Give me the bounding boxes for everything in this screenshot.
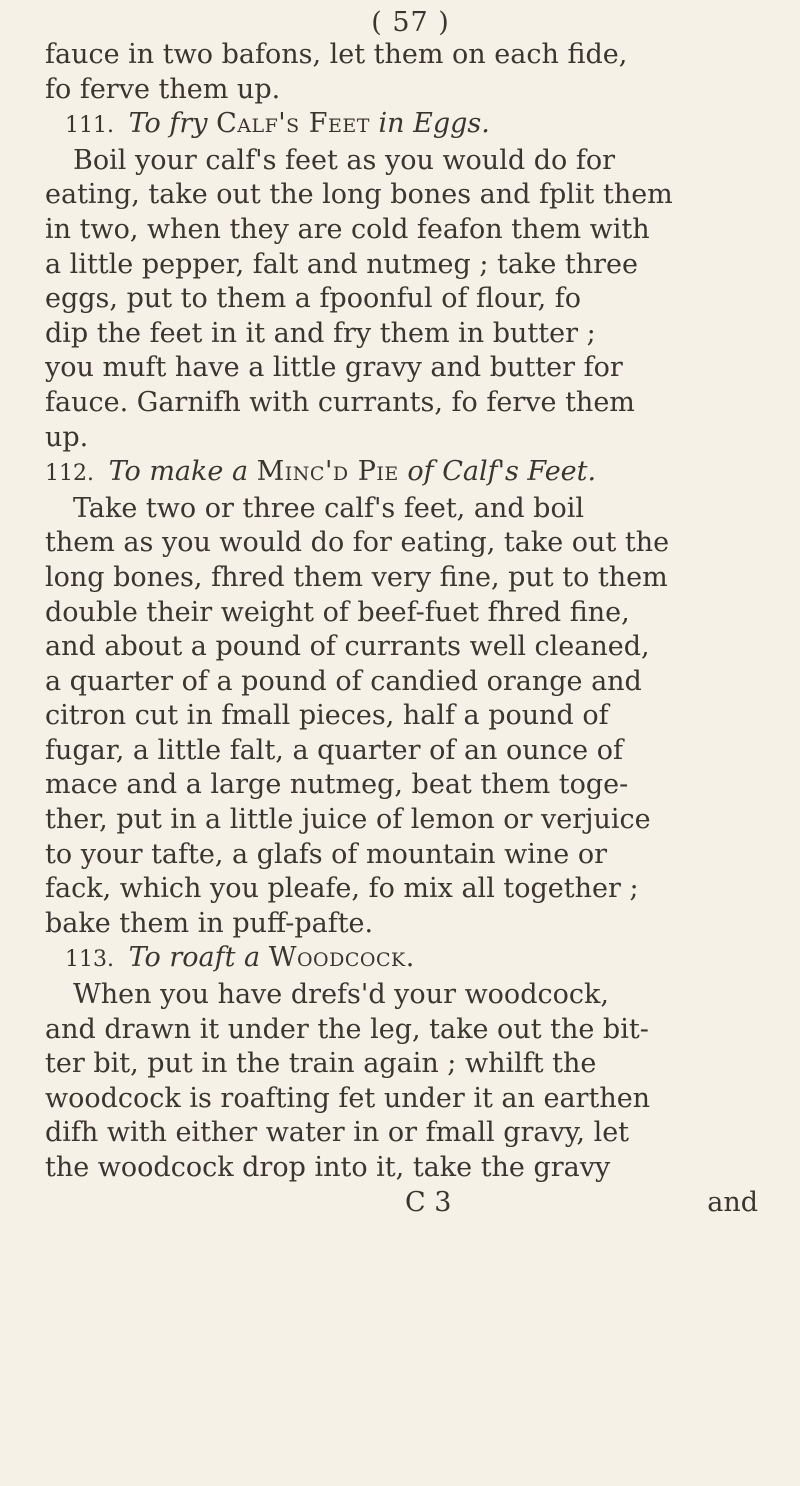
text-line: fugar, a little falt, a quarter of an ounce of: [45, 734, 623, 766]
signature-mark: C 3: [405, 1186, 452, 1218]
heading-italic: To roaft a: [128, 942, 261, 974]
text-line: fo ferve them up.: [45, 73, 281, 105]
catchword: and: [707, 1186, 758, 1218]
heading-italic: of Calf's Feet.: [407, 456, 597, 488]
heading-caps: Woodcock.: [268, 942, 415, 974]
text-line: eggs, put to them a fpoonful of flour, fo: [45, 283, 582, 315]
text-line: you muft have a little gravy and butter for: [45, 352, 623, 384]
recipe-number: 112.: [45, 461, 94, 487]
text-line: Take two or three calf's feet, and boil: [73, 492, 584, 524]
text-line: fauce in two bafons, let them on each fide,: [45, 39, 628, 70]
recipe-111: [45, 107, 776, 455]
text-line: mace and a large nutmeg, beat them toge-: [45, 769, 629, 801]
text-line: woodcock is roafting fet under it an earthen: [45, 1082, 651, 1114]
recipe-113: [45, 941, 776, 1185]
text-line: eating, take out the long bones and fplit them: [45, 179, 673, 211]
recipe-number: 113.: [65, 947, 114, 973]
recipe-heading: [45, 107, 776, 144]
text-line: a little pepper, falt and nutmeg ; take three: [45, 248, 638, 280]
heading-italic: in: [378, 108, 405, 140]
heading-italic: To fry: [128, 108, 208, 140]
text-line: double their weight of beef-fuet fhred fine,: [45, 596, 630, 628]
text-line: fauce. Garnifh with currants, fo ferve them: [45, 386, 635, 418]
intro-text: [45, 38, 776, 107]
text-line: When you have drefs'd your woodcock,: [73, 979, 609, 1011]
page-number: ( 57 ): [371, 7, 450, 38]
text-line: citron cut in fmall pieces, half a pound of: [45, 700, 609, 732]
text-line: long bones, fhred them very fine, put to them: [45, 561, 668, 593]
recipe-number: 111.: [65, 113, 114, 139]
recipe-heading: [45, 941, 776, 978]
text-line: the woodcock drop into it, take the gravy: [45, 1152, 611, 1183]
text-line: ter bit, put in the train again ; whilft the: [45, 1048, 597, 1080]
text-line: a quarter of a pound of candied orange and: [45, 665, 642, 697]
text-line: ther, put in a little juice of lemon or verjuice: [45, 804, 651, 836]
text-line: them as you would do for eating, take out the: [45, 527, 670, 559]
recipe-heading: [45, 455, 776, 492]
heading-italic: To make a: [108, 456, 249, 488]
text-line: Boil your calf's feet as you would do for: [73, 144, 615, 176]
text-line: fack, which you pleafe, fo mix all together ;: [45, 873, 639, 905]
heading-italic: Eggs.: [413, 108, 490, 140]
text-line: difh with either water in or fmall gravy, let: [45, 1117, 630, 1149]
text-line: bake them in puff-pafte.: [45, 907, 374, 939]
text-line: in two, when they are cold feafon them with: [45, 213, 650, 245]
text-line: and about a pound of currants well cleaned,: [45, 631, 650, 663]
text-line: dip the feet in it and fry them in butter ;: [45, 317, 596, 349]
text-line: to your tafte, a glafs of mountain wine or: [45, 838, 608, 870]
text-line: up.: [45, 421, 89, 453]
recipe-112: [45, 455, 776, 941]
text-line: and drawn it under the leg, take out the bit-: [45, 1013, 649, 1045]
heading-caps: Minc'd Pie: [256, 456, 399, 488]
page-footer: [45, 1186, 776, 1221]
heading-caps: Calf's Feet: [216, 108, 370, 140]
